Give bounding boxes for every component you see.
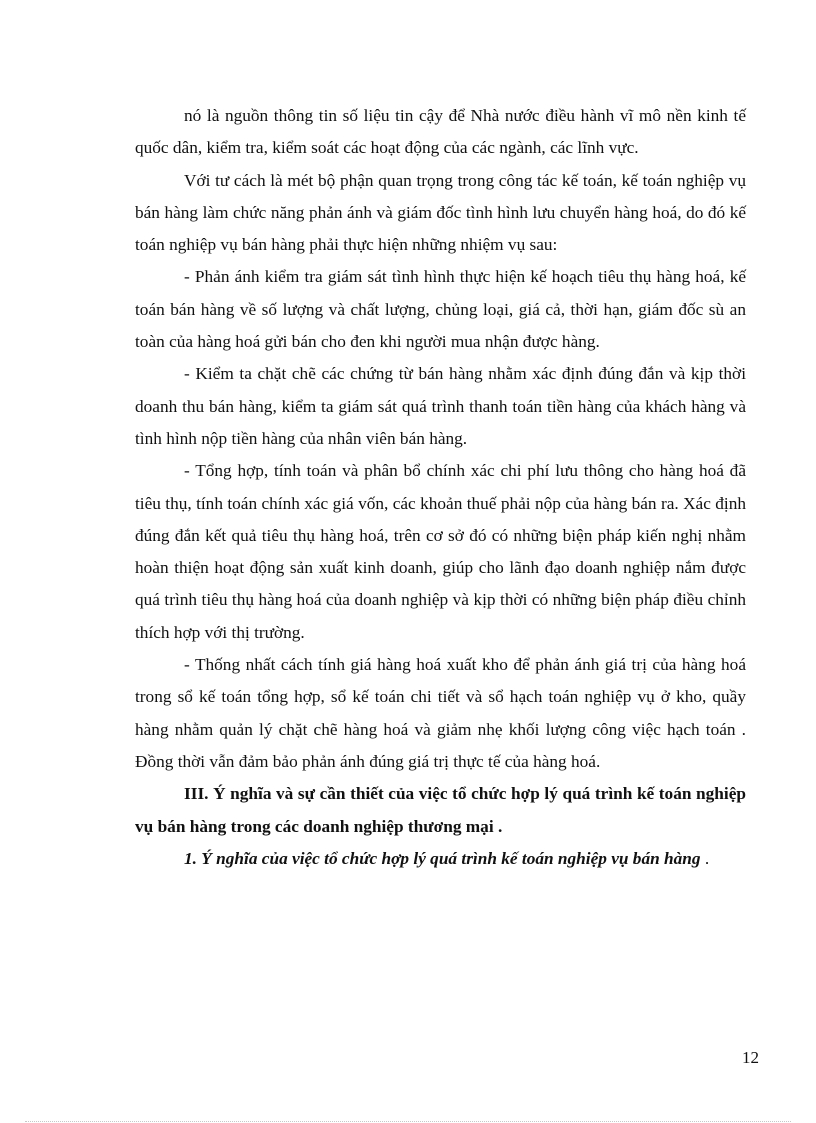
subsection-heading-text: 1. Ý nghĩa của việc tổ chức hợp lý quá trình kế toán nghiệp vụ bán hàng xyxy=(184,848,701,868)
page-number: 12 xyxy=(742,1048,759,1067)
subsection-heading xyxy=(135,843,746,875)
footer-divider xyxy=(25,1121,791,1122)
section-heading: III. Ý nghĩa và sự cần thiết của việc tổ chức hợp lý quá trình kế toán nghiệp vụ bán hàng trong các doanh nghiệp thương mại . xyxy=(135,784,746,836)
paragraph-task-valuation: - Thống nhất cách tính giá hàng hoá xuất kho để phản ánh giá trị của hàng hoá trong sổ kế toán tổng hợp, sổ kế toán chi tiết và sổ hạch toán nghiệp vụ ở kho, quầy hàng nhằm quản lý chặt chẽ hàng hoá và giảm nhẹ khối lượng công việc hạch toán . Đồng thời vẫn đảm bảo phản ánh đúng giá trị thực tế của hàng hoá. xyxy=(135,655,746,771)
paragraph-role-intro: Với tư cách là mét bộ phận quan trọng trong công tác kế toán, kế toán nghiệp vụ bán hàng làm chức năng phản ánh và giám đốc tình hình lưu chuyển hàng hoá, do đó kế toán nghiệp vụ bán hàng phải thực hiện những nhiệm vụ sau: xyxy=(135,170,746,255)
body-text xyxy=(135,100,746,875)
paragraph-task-monitoring: - Phản ánh kiểm tra giám sát tình hình thực hiện kế hoạch tiêu thụ hàng hoá, kế toán bán hàng về số lượng và chất lượng, chủng loại, giá cả, thời hạn, giám đốc sù an toàn của hàng hoá gửi bán cho đen khi người mua nhận được hàng. xyxy=(135,267,746,352)
paragraph-task-documents: - Kiểm ta chặt chẽ các chứng từ bán hàng nhằm xác định đúng đắn và kịp thời doanh thu bán hàng, kiểm ta giám sát quá trình thanh toán tiền hàng của khách hàng và tình hình nộp tiền hàng của nhân viên bán hàng. xyxy=(135,364,746,448)
subsection-heading-tail: . xyxy=(700,848,710,868)
paragraph-task-costing: - Tổng hợp, tính toán và phân bổ chính xác chi phí lưu thông cho hàng hoá đã tiêu thụ, tính toán chính xác giá vốn, các khoản thuế phải nộp của hàng bán ra. Xác định đúng đắn kết quả tiêu thụ hàng hoá, trên cơ sở đó có những biện pháp kiến nghị nhằm hoàn thiện hoạt động sản xuất kinh doanh, giúp cho lãnh đạo doanh nghiệp nắm được quá trình tiêu thụ hàng hoá của doanh nghiệp và kịp thời có những biện pháp điều chỉnh thích hợp với thị trường. xyxy=(135,461,746,642)
paragraph-continuation: nó là nguồn thông tin số liệu tin cậy để Nhà nước điều hành vĩ mô nền kinh tế quốc dân, kiểm tra, kiểm soát các hoạt động của các ngành, các lĩnh vực. xyxy=(135,106,746,158)
